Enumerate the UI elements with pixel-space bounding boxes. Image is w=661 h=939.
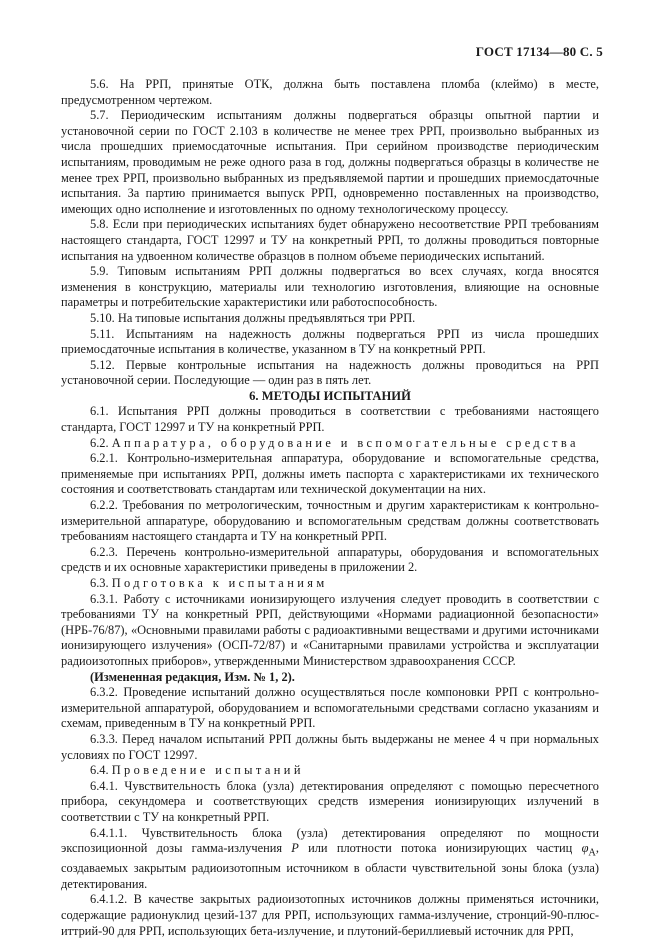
subheading-number: 6.2. <box>90 435 109 450</box>
subheading-6-4 <box>61 763 599 779</box>
paragraph-6-3-3: 6.3.3. Перед началом испытаний РРП должны быть выдержаны не менее 4 ч при нормальных условиях по ГОСТ 12997. <box>61 731 599 762</box>
paragraph-6-4-1-1: 6.4.1.1. Чувствительность блока (узла) детектирования определяют по мощности экспозиционной дозы гамма-излучения P или плотности потока ионизирующих частиц $\varphi_A$, создаваемых закрытым радиоизотопным источником в области чувствительной зоны блока (узла) детектирования. <box>61 825 599 891</box>
subheading-title: Подготовка к испытаниям <box>111 576 328 590</box>
page-header: ГОСТ 17134—80 С. 5 <box>475 44 603 59</box>
paragraph-5-8: 5.8. Если при периодических испытаниях будет обнаружено несоответствие РРП требованиям настоящего стандарта, ГОСТ 12997 и ТУ на конкретный РРП, то должны проводиться повторные испытания на удвоенном количестве образцов в полном объеме периодических испытаний. <box>61 217 599 263</box>
paragraph-6-3-2: 6.3.2. Проведение испытаний должно осуществляться после компоновки РРП с контрольно-измерительной аппаратурой, оборудованием и вспомогательными средствами согласно указаниям и схемам, приведенным в ТУ на конкретный РРП. <box>61 685 599 731</box>
subheading-number: 6.4. <box>90 763 109 778</box>
paragraph-6-4-1-2: 6.4.1.2. В качестве закрытых радиоизотопных источников должны применяться источники, содержащие радионуклид цезий-137 для РРП, использующих гамма-излучение, стронций-90-плюс-иттрий-90 для РРП, использующих бета-излучение, и плутоний-бериллиевый источник для РРП, <box>61 892 599 938</box>
paragraph-5-7: 5.7. Периодическим испытаниям должны подвергаться образцы опытной партии и установочной серии по ГОСТ 2.103 в количестве не менее трех РРП, произвольно выбранных из числа прошедших приемосдаточные испытания. При серийном производстве периодическим испытаниям, проводимым не реже одного раза в год, должны подвергаться образцы в количестве не менее трех РРП, произвольно выбранных из предъявляемой партии и прошедших приемосдаточные испытания. За партию принимается выпуск РРП, одновременно поставленных на производство, имеющих одно исполнение и изготовленных по одному технологическому процессу. <box>61 108 599 216</box>
document-body <box>61 77 599 939</box>
paragraph-5-12: 5.12. Первые контрольные испытания на надежность должны проводиться на РРП установочной серии. Последующие — один раз в пять лет. <box>61 357 599 388</box>
variable-phi-subscript: A <box>588 847 596 859</box>
subheading-number: 6.3. <box>90 576 109 590</box>
paragraph-5-10: 5.10. На типовые испытания должны предъявляться три РРП. <box>90 310 416 325</box>
subheading-6-3 <box>61 576 599 592</box>
subheading-6-2 <box>61 436 599 452</box>
paragraph-5-6: 5.6. На РРП, принятые ОТК, должна быть поставлена пломба (клеймо) в месте, предусмотренном чертежом. <box>61 77 599 107</box>
paragraph-6-2-2: 6.2.2. Требования по метрологическим, точностным и другим характеристикам к контрольно-измерительной аппаратуре, оборудованию и вспомогательным средствам должны соответствовать требованиям настоящего стандарта и ТУ на конкретный РРП. <box>61 498 599 544</box>
paragraph-5-11: 5.11. Испытаниям на надежность должны подвергаться РРП из числа прошедших приемосдаточные испытания в количестве, указанном в ТУ на конкретный РРП. <box>61 326 599 357</box>
paragraph-6-1: 6.1. Испытания РРП должны проводиться в соответствии с требованиями настоящего стандарта, ГОСТ 12997 и ТУ на конкретный РРП. <box>61 404 599 435</box>
paragraph-5-9: 5.9. Типовым испытаниям РРП должны подвергаться во всех случаях, когда вносятся изменения в конструкцию, материалы или технологию изготовления, влияющие на основные параметры и потребительские характеристики или работоспособность. <box>61 264 599 310</box>
subheading-title: Аппаратура, оборудование и вспомогательные средства <box>111 435 579 450</box>
section-title: 6. МЕТОДЫ ИСПЫТАНИЙ <box>249 388 411 403</box>
variable-phi: φ <box>581 841 589 856</box>
paragraph-6-3-1: 6.3.1. Работу с источниками ионизирующего излучения следует проводить в соответствии с требованиями ТУ на конкретный РРП, действующими «Нормами радиационной безопасности» (НРБ-76/87), «Основными правилами работы с радиоактивными веществами и другими источниками ионизирующего излучения» (ОСП-72/87) и «Санитарными правилами устройства и эксплуатации радиоизотопных приборов», утвержденными Министерством здравоохранения СССР. <box>61 591 599 668</box>
paragraph-6-4-1: 6.4.1. Чувствительность блока (узла) детектирования определяют с помощью пересчетного прибора, секундомера и соответствующих средств измерения ионизирующих излучений в соответствии с ТУ на конкретный РРП. <box>61 778 599 824</box>
subheading-title: Проведение испытаний <box>111 763 304 778</box>
paragraph-6-2-1: 6.2.1. Контрольно-измерительная аппаратура, оборудование и вспомогательные средства, применяемые при испытаниях РРП, должны иметь паспорта с характеристиками их технического состояния и соответствовать стандартам или технической документации на них. <box>61 451 599 497</box>
paragraph-6-2-3: 6.2.3. Перечень контрольно-измерительной аппаратуры, оборудования и вспомогательных средств и их основные характеристики приведены в приложении 2. <box>61 544 599 575</box>
edition-note: (Измененная редакция, Изм. № 1, 2). <box>90 669 295 684</box>
variable-p: P <box>291 841 299 856</box>
